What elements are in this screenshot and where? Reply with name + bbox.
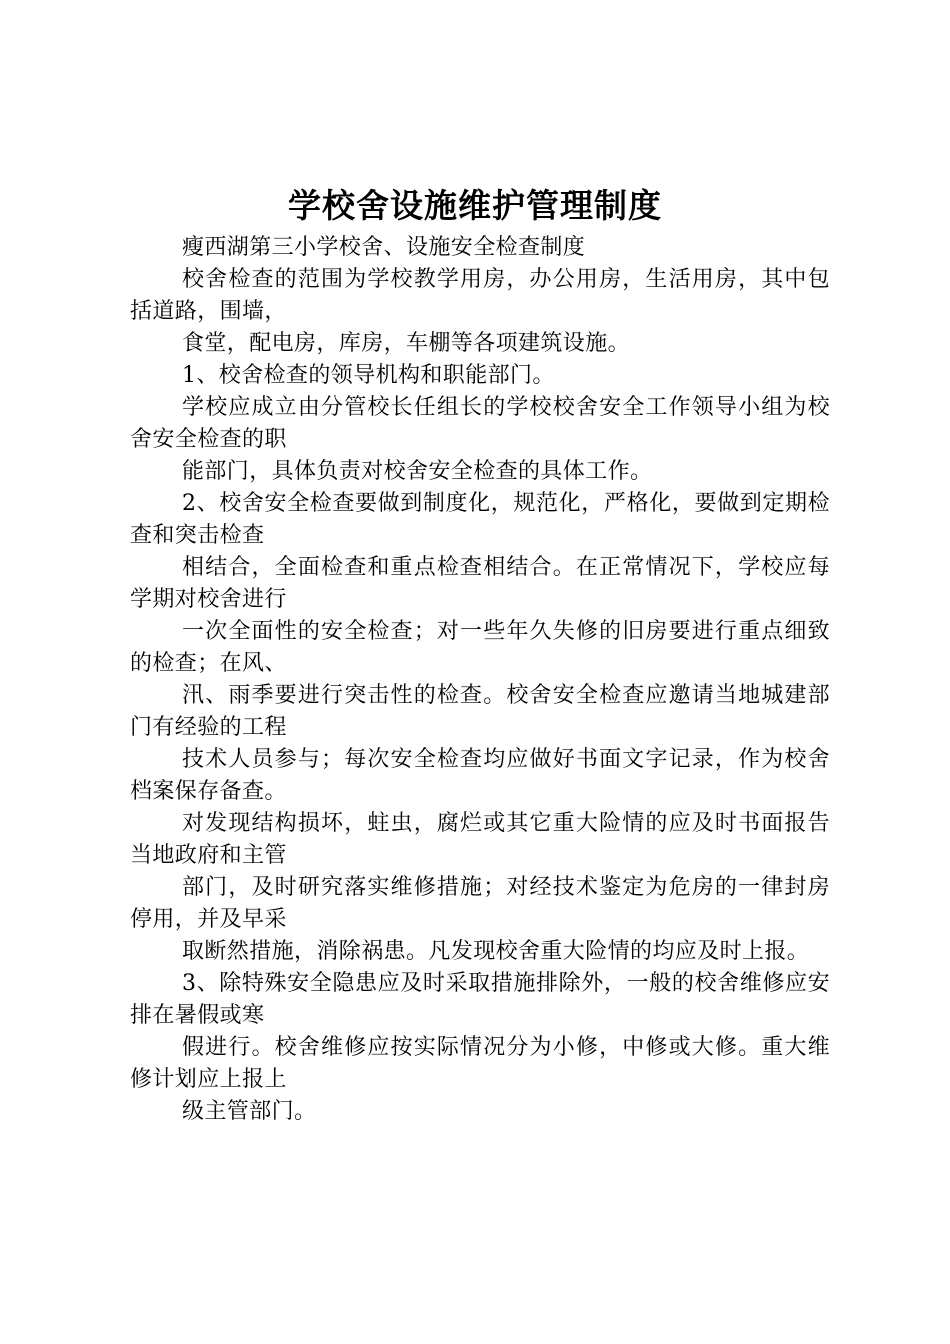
paragraph: 部门，及时研究落实维修措施；对经技术鉴定为危房的一律封房停用，并及早采 [130,875,830,932]
paragraph: 级主管部门。 [182,1099,317,1124]
document-body [130,232,830,1128]
paragraph: 假进行。校舍维修应按实际情况分为小修，中修或大修。重大维修计划应上报上 [130,1035,830,1092]
paragraph: 2、校舍安全检查要做到制度化，规范化，严格化，要做到定期检查和突击检查 [130,491,830,548]
paragraph: 能部门，具体负责对校舍安全检查的具体工作。 [182,459,653,484]
paragraph: 汛、雨季要进行突击性的检查。校舍安全检查应邀请当地城建部门有经验的工程 [130,683,830,740]
paragraph: 技术人员参与；每次安全检查均应做好书面文字记录，作为校舍档案保存备查。 [130,747,830,804]
paragraph: 一次全面性的安全检查；对一些年久失修的旧房要进行重点细致的检查；在风、 [130,619,830,676]
paragraph: 1、校舍检查的领导机构和职能部门。 [182,363,555,388]
paragraph: 食堂，配电房，库房，车棚等各项建筑设施。 [182,331,631,356]
paragraph: 相结合，全面检查和重点检查相结合。在正常情况下，学校应每学期对校舍进行 [130,555,830,612]
document-title: 学校舍设施维护管理制度 [288,186,662,225]
paragraph: 3、除特殊安全隐患应及时采取措施排除外，一般的校舍维修应安排在暑假或寒 [130,971,830,1028]
paragraph: 对发现结构损坏，蛀虫，腐烂或其它重大险情的应及时书面报告当地政府和主管 [130,811,830,868]
paragraph: 瘦西湖第三小学校舍、设施安全检查制度 [182,235,586,260]
paragraph: 校舍检查的范围为学校教学用房，办公用房，生活用房，其中包括道路，围墙， [130,267,830,324]
paragraph: 学校应成立由分管校长任组长的学校校舍安全工作领导小组为校舍安全检查的职 [130,395,830,452]
paragraph: 取断然措施，消除祸患。凡发现校舍重大险情的均应及时上报。 [182,939,810,964]
